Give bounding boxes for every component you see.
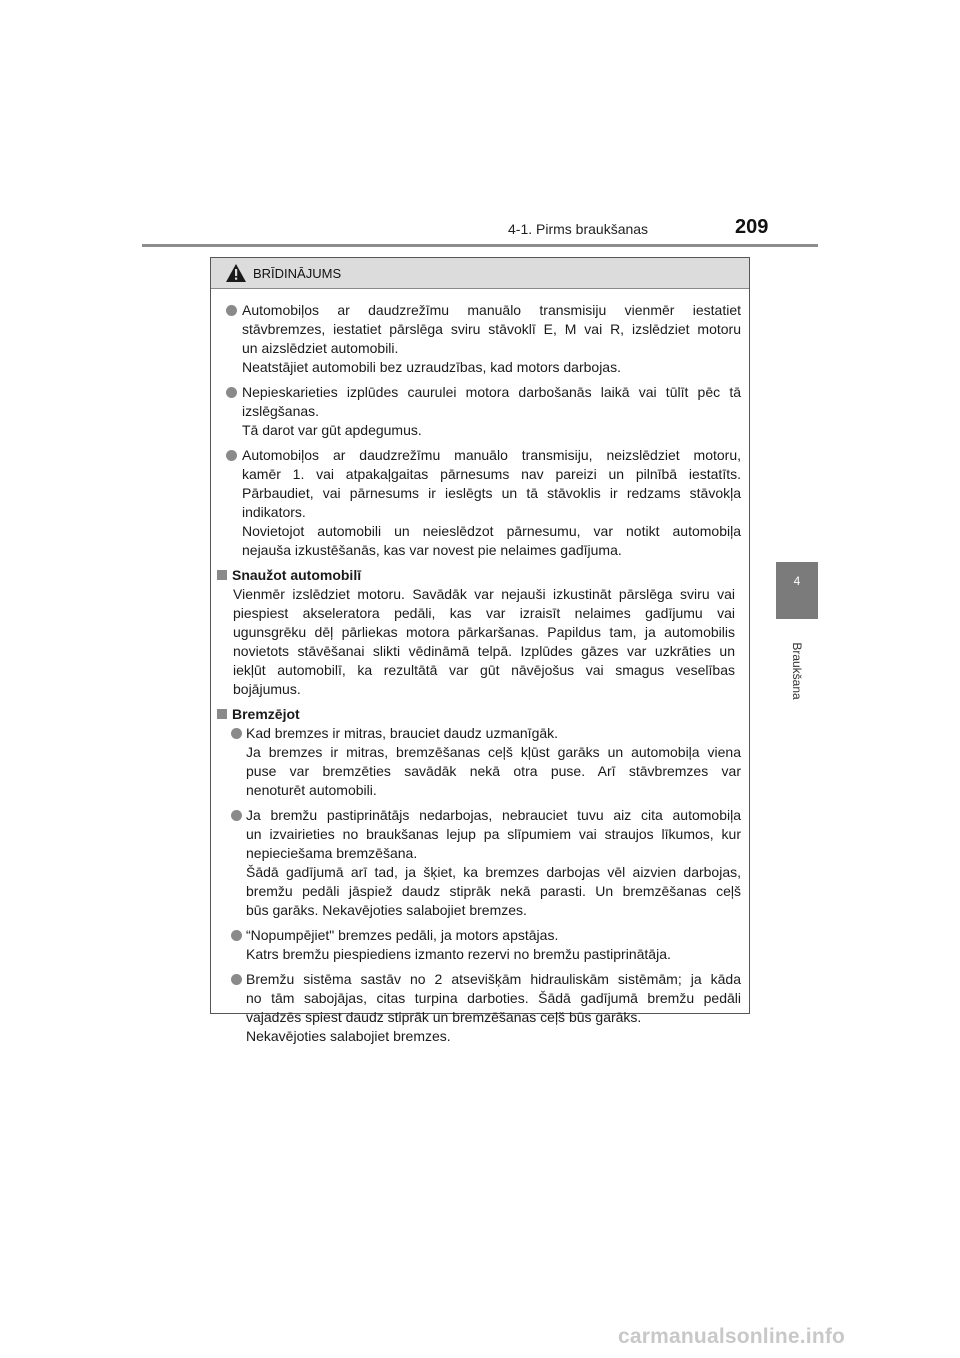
bullet-dot-icon [231,810,242,821]
text-line: stāvbremzes, iestatiet pārslēga sviru stāvoklī E, M vai R, izslēdziet motoru [242,321,741,337]
text-line: Novietojot automobili un neieslēdzot pārnesumu, var notikt automobiļa [242,523,741,539]
text-line: iekļūt automobilī, ka rezultātā var gūt nāvējošus vai smagus veselības [233,662,735,678]
section-sleeping [215,566,741,699]
warning-body [211,289,749,1046]
bullet-dot-icon [231,974,242,985]
text-line: un izvairieties no braukšanas lejup pa slīpumiem vai straujos līkumos, kur [246,826,741,842]
page-number: 209 [735,216,769,238]
bullet-dot-icon [226,387,237,398]
text-line: Tā darot var gūt apdegumus. [242,422,422,438]
text-line: puse var bremzēties savādāk nekā otra puse. Arī stāvbremzes var [246,763,741,779]
section-bullet [215,724,741,800]
text-line: Bremžu sistēma sastāv no 2 atsevišķām hidrauliskām sistēmām; ja kāda [246,971,741,987]
bullet-dot-icon [226,305,237,316]
chapter-tab [776,562,818,619]
text-line: Katrs bremžu piespiediens izmanto rezervi no bremžu pastiprinātāja. [246,946,671,962]
section-square-icon [217,709,227,719]
section-braking [215,705,741,1046]
text-line: no tām sabojājas, citas turpina darboties. Šādā gadījumā bremžu pedāli [246,990,741,1006]
text-line: bojājumus. [233,681,301,697]
section-bullet [215,926,741,964]
text-line: ugunsgrēku dēļ pārliekas motora pārkaršanas. Papildus tam, ja automobilis [233,624,735,640]
bullet-dot-icon [231,728,242,739]
text-line: kamēr 1. vai atpakaļgaitas pārnesums nav pareizi un pilnībā iestatīts. [242,466,741,482]
warning-triangle-icon [225,263,247,283]
text-line: vajadzēs spiest daudz stiprāk un bremzēšanas ceļš būs garāks. [246,1009,642,1025]
text-line: un aizslēdziet automobili. [242,340,399,356]
text-line: nenoturēt automobili. [246,782,377,798]
chapter-name: Braukšana [790,642,804,700]
section-title: Bremzējot [215,705,741,724]
text-line: Neatstājiet automobili bez uzraudzības, kad motors darbojas. [242,359,621,375]
text-line: bremžu pedāli jāspiež daudz stiprāk nekā parasti. Un bremzēšanas ceļš [246,883,741,899]
warning-bullet [215,301,741,377]
text-line: Vienmēr izslēdziet motoru. Savādāk var nejauši izkustināt pārslēga sviru vai [233,586,735,602]
bullet-dot-icon [226,450,237,461]
text-line: Nepieskarieties izplūdes caurulei motora darbošanās laikā vai tūlīt pēc tā [242,384,741,400]
warning-bullet [215,383,741,440]
warning-bullet [215,446,741,560]
header-section-title: 4-1. Pirms braukšanas [508,221,649,237]
warning-header [211,258,749,289]
text-line: izslēgšanas. [242,403,320,419]
text-line: indikators. [242,504,306,520]
header-rule [142,244,818,247]
warning-box [210,257,750,1044]
section-bullet [215,970,741,1046]
text-line: Kad bremzes ir mitras, brauciet daudz uzmanīgāk. [246,725,559,741]
text-line: būs garāks. Nekavējoties salabojiet bremzes. [246,902,527,918]
text-line: nepieciešama bremzēšana. [246,845,418,861]
text-line: Ja bremzes ir mitras, bremzēšanas ceļš kļūst garāks un automobiļa viena [246,744,741,760]
text-line: nejauša izkustēšanās, kas var novest pie nelaimes gadījuma. [242,542,622,558]
section-bullets [215,724,741,1046]
section-text [215,585,741,699]
section-title: Snaužot automobilī [215,566,741,585]
text-line: “Nopumpējiet" bremzes pedāli, ja motors apstājas. [246,927,559,943]
bullet-dot-icon [231,930,242,941]
text-line: Automobiļos ar daudzrežīmu manuālo transmisiju, neizslēdziet motoru, [242,447,741,463]
text-line: Pārbaudiet, vai pārnesums ir ieslēgts un tā stāvoklis ir redzams stāvokļa [242,485,741,501]
text-line: Automobiļos ar daudzrežīmu manuālo transmisiju vienmēr iestatiet [242,302,741,318]
section-square-icon [217,570,227,580]
chapter-number: 4 [793,574,801,588]
text-line: Šādā gadījumā arī tad, ja šķiet, ka bremzes darbojas vēl aizvien darbojas, [246,864,741,880]
text-line: novietots stāvēšanai slikti vēdināmā telpā. Izplūdes gāzes var uzkrāties un [233,643,735,659]
text-line: Nekavējoties salabojiet bremzes. [246,1028,451,1044]
text-line: piespiest akseleratora pedāli, kas var izraisīt nelaimes gadījumu vai [233,605,735,621]
text-line: Ja bremžu pastiprinātājs nedarbojas, nebrauciet tuvu aiz cita automobiļa [246,807,741,823]
warning-title: BRĪDINĀJUMS [253,265,342,281]
watermark: carmanualsonline.info [618,1325,846,1348]
section-bullet [215,806,741,920]
